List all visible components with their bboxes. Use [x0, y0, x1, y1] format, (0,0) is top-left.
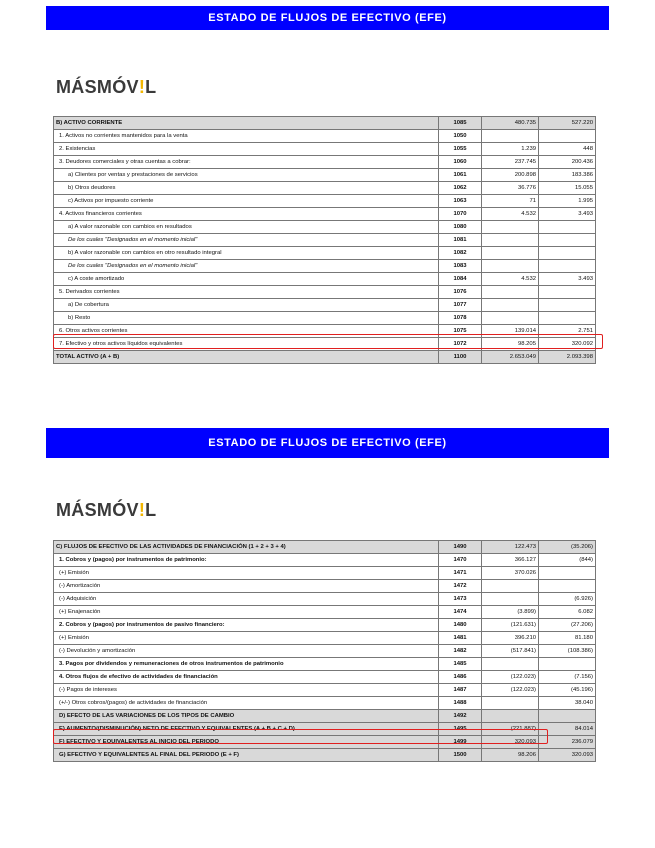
row-label: F) EFECTIVO Y EQUIVALENTES AL INICIO DEL PERIODO	[54, 736, 439, 749]
row-code: 1486	[439, 671, 482, 684]
row-label: b) A valor razonable con cambios en otro resultado integral	[54, 247, 439, 260]
row-value-previous: 320.092	[539, 338, 596, 351]
row-label: 1. Activos no corrientes mantenidos para la venta	[54, 130, 439, 143]
row-value-current: 237.745	[482, 156, 539, 169]
table-row	[54, 606, 596, 619]
row-code: 1075	[439, 325, 482, 338]
row-value-previous: (45.196)	[539, 684, 596, 697]
row-label: 6. Otros activos corrientes	[54, 325, 439, 338]
row-code: 1100	[439, 351, 482, 364]
row-label: (-) Amortización	[54, 580, 439, 593]
row-code: 1481	[439, 632, 482, 645]
row-value-current: 98.205	[482, 338, 539, 351]
table-row	[54, 671, 596, 684]
row-value-current	[482, 221, 539, 234]
row-value-current: 36.776	[482, 182, 539, 195]
row-label: B) ACTIVO CORRIENTE	[54, 117, 439, 130]
table-row	[54, 208, 596, 221]
row-value-previous: (35.206)	[539, 541, 596, 554]
table-row	[54, 182, 596, 195]
balance-table	[53, 116, 596, 364]
row-label: 4. Activos financieros corrientes	[54, 208, 439, 221]
row-label: c) Activos por impuesto corriente	[54, 195, 439, 208]
row-value-current: (3.899)	[482, 606, 539, 619]
row-value-current: 396.210	[482, 632, 539, 645]
row-value-current	[482, 312, 539, 325]
row-label: De los cuales "Designados en el momento inicial"	[54, 234, 439, 247]
row-value-current: 320.093	[482, 736, 539, 749]
row-code: 1482	[439, 645, 482, 658]
row-value-current: 200.898	[482, 169, 539, 182]
row-label: (-) Adquisición	[54, 593, 439, 606]
row-code: 1070	[439, 208, 482, 221]
row-label: G) EFECTIVO Y EQUIVALENTES AL FINAL DEL PERIODO (E + F)	[54, 749, 439, 762]
row-value-previous	[539, 286, 596, 299]
table-row	[54, 260, 596, 273]
section-banner-1: ESTADO DE FLUJOS DE EFECTIVO (EFE)	[46, 6, 609, 30]
row-label: (+/-) Otros cobros/(pagos) de actividades de financiación	[54, 697, 439, 710]
row-code: 1500	[439, 749, 482, 762]
row-value-current: 370.026	[482, 567, 539, 580]
row-value-previous: 527.220	[539, 117, 596, 130]
row-label: TOTAL ACTIVO (A + B)	[54, 351, 439, 364]
row-value-previous: 200.436	[539, 156, 596, 169]
row-value-previous: 1.995	[539, 195, 596, 208]
row-label: (+) Emisión	[54, 632, 439, 645]
row-code: 1080	[439, 221, 482, 234]
row-value-previous	[539, 312, 596, 325]
table-row	[54, 554, 596, 567]
row-value-current	[482, 593, 539, 606]
row-code: 1084	[439, 273, 482, 286]
row-value-previous: 320.093	[539, 749, 596, 762]
row-label: a) De cobertura	[54, 299, 439, 312]
row-code: 1050	[439, 130, 482, 143]
row-code: 1083	[439, 260, 482, 273]
row-label: 2. Cobros y (pagos) por instrumentos de pasivo financiero:	[54, 619, 439, 632]
row-value-current	[482, 710, 539, 723]
row-code: 1081	[439, 234, 482, 247]
row-label: C) FLUJOS DE EFECTIVO DE LAS ACTIVIDADES DE FINANCIACIÓN (1 + 2 + 3 + 4)	[54, 541, 439, 554]
row-value-previous	[539, 567, 596, 580]
row-value-current	[482, 247, 539, 260]
row-value-current: (221.887)	[482, 723, 539, 736]
row-label: 4. Otros flujos de efectivo de actividades de financiación	[54, 671, 439, 684]
row-value-previous	[539, 658, 596, 671]
row-label: 5. Derivados corrientes	[54, 286, 439, 299]
row-value-previous: 2.093.398	[539, 351, 596, 364]
row-value-previous: 81.180	[539, 632, 596, 645]
row-label: c) A coste amortizado	[54, 273, 439, 286]
company-logo-2: MÁSMÓV!L	[56, 500, 157, 520]
row-code: 1076	[439, 286, 482, 299]
highlight-box-cash	[53, 334, 603, 349]
row-value-previous: (844)	[539, 554, 596, 567]
row-value-previous: 15.055	[539, 182, 596, 195]
row-label: E) AUMENTO/(DISMINUCIÓN) NETO DE EFECTIVO Y EQUIVALENTES (A + B + C + D)	[54, 723, 439, 736]
table-row	[54, 749, 596, 762]
row-label: 3. Pagos por dividendos y remuneraciones de otros instrumentos de patrimonio	[54, 658, 439, 671]
row-value-current: 480.735	[482, 117, 539, 130]
row-label: (-) Devolución y amortización	[54, 645, 439, 658]
row-label: 2. Existencias	[54, 143, 439, 156]
row-value-current: 122.473	[482, 541, 539, 554]
row-code: 1082	[439, 247, 482, 260]
row-value-current: 139.014	[482, 325, 539, 338]
row-value-current: (121.631)	[482, 619, 539, 632]
row-code: 1085	[439, 117, 482, 130]
row-label: a) A valor razonable con cambios en resultados	[54, 221, 439, 234]
table-row	[54, 645, 596, 658]
row-label: (+) Emisión	[54, 567, 439, 580]
row-value-current	[482, 580, 539, 593]
row-value-previous: (6.926)	[539, 593, 596, 606]
table-row	[54, 684, 596, 697]
row-value-current: 98.206	[482, 749, 539, 762]
row-code: 1063	[439, 195, 482, 208]
table-row	[54, 169, 596, 182]
row-value-current: 71	[482, 195, 539, 208]
row-value-previous: (7.156)	[539, 671, 596, 684]
row-value-current: (122.023)	[482, 671, 539, 684]
table-row	[54, 130, 596, 143]
row-code: 1470	[439, 554, 482, 567]
table-row	[54, 541, 596, 554]
row-value-previous	[539, 580, 596, 593]
row-code: 1072	[439, 338, 482, 351]
table-row	[54, 632, 596, 645]
row-value-current: 4.532	[482, 273, 539, 286]
row-label: 7. Efectivo y otros activos líquidos equivalentes	[54, 338, 439, 351]
table-row	[54, 195, 596, 208]
table-row	[54, 234, 596, 247]
row-value-previous	[539, 247, 596, 260]
row-code: 1480	[439, 619, 482, 632]
row-code: 1488	[439, 697, 482, 710]
table-row	[54, 247, 596, 260]
row-code: 1471	[439, 567, 482, 580]
row-label: 3. Deudores comerciales y otras cuentas a cobrar:	[54, 156, 439, 169]
table-row	[54, 156, 596, 169]
row-value-current: (122.023)	[482, 684, 539, 697]
row-code: 1078	[439, 312, 482, 325]
table-row	[54, 658, 596, 671]
row-value-previous	[539, 130, 596, 143]
row-code: 1487	[439, 684, 482, 697]
row-label: De los cuales "Designados en el momento inicial"	[54, 260, 439, 273]
row-value-previous: (108.386)	[539, 645, 596, 658]
row-label: b) Otros deudores	[54, 182, 439, 195]
table-row	[54, 143, 596, 156]
row-value-current	[482, 697, 539, 710]
row-value-previous: 3.493	[539, 273, 596, 286]
row-code: 1060	[439, 156, 482, 169]
row-label: (+) Enajenación	[54, 606, 439, 619]
table-row	[54, 351, 596, 364]
row-value-previous: 6.082	[539, 606, 596, 619]
table-row	[54, 593, 596, 606]
row-value-current: 1.239	[482, 143, 539, 156]
row-value-previous: 2.751	[539, 325, 596, 338]
row-code: 1485	[439, 658, 482, 671]
row-value-current	[482, 130, 539, 143]
row-label: (-) Pagos de intereses	[54, 684, 439, 697]
row-value-current	[482, 260, 539, 273]
table-row	[54, 286, 596, 299]
highlight-box-net-change	[53, 729, 548, 744]
row-value-current: 366.127	[482, 554, 539, 567]
row-value-previous: 38.040	[539, 697, 596, 710]
row-value-previous	[539, 299, 596, 312]
table-row	[54, 580, 596, 593]
table-row	[54, 273, 596, 286]
row-value-previous: 236.079	[539, 736, 596, 749]
row-value-current	[482, 299, 539, 312]
row-value-previous: 448	[539, 143, 596, 156]
row-code: 1474	[439, 606, 482, 619]
row-value-current	[482, 286, 539, 299]
row-code: 1055	[439, 143, 482, 156]
row-value-previous	[539, 221, 596, 234]
table-row	[54, 619, 596, 632]
row-value-previous: 84.014	[539, 723, 596, 736]
row-value-previous	[539, 260, 596, 273]
row-code: 1472	[439, 580, 482, 593]
table-row	[54, 299, 596, 312]
row-value-previous	[539, 710, 596, 723]
row-code: 1490	[439, 541, 482, 554]
row-value-current	[482, 658, 539, 671]
row-value-previous: 3.493	[539, 208, 596, 221]
table-row	[54, 567, 596, 580]
table-row	[54, 117, 596, 130]
row-code: 1473	[439, 593, 482, 606]
row-value-current: 2.653.049	[482, 351, 539, 364]
row-value-current: 4.532	[482, 208, 539, 221]
row-value-previous: 183.386	[539, 169, 596, 182]
row-value-current: (517.841)	[482, 645, 539, 658]
table-row	[54, 710, 596, 723]
row-label: a) Clientes por ventas y prestaciones de servicios	[54, 169, 439, 182]
table-row	[54, 697, 596, 710]
row-label: 1. Cobros y (pagos) por instrumentos de patrimonio:	[54, 554, 439, 567]
table-row	[54, 221, 596, 234]
row-code: 1062	[439, 182, 482, 195]
row-label: b) Resto	[54, 312, 439, 325]
row-value-current	[482, 234, 539, 247]
row-value-previous: (27.206)	[539, 619, 596, 632]
table-row	[54, 312, 596, 325]
row-code: 1492	[439, 710, 482, 723]
row-code: 1495	[439, 723, 482, 736]
row-code: 1061	[439, 169, 482, 182]
company-logo-1: MÁSMÓV!L	[56, 77, 157, 97]
row-value-previous	[539, 234, 596, 247]
row-code: 1077	[439, 299, 482, 312]
row-code: 1499	[439, 736, 482, 749]
section-banner-2: ESTADO DE FLUJOS DE EFECTIVO (EFE)	[46, 428, 609, 458]
row-label: D) EFECTO DE LAS VARIACIONES DE LOS TIPOS DE CAMBIO	[54, 710, 439, 723]
